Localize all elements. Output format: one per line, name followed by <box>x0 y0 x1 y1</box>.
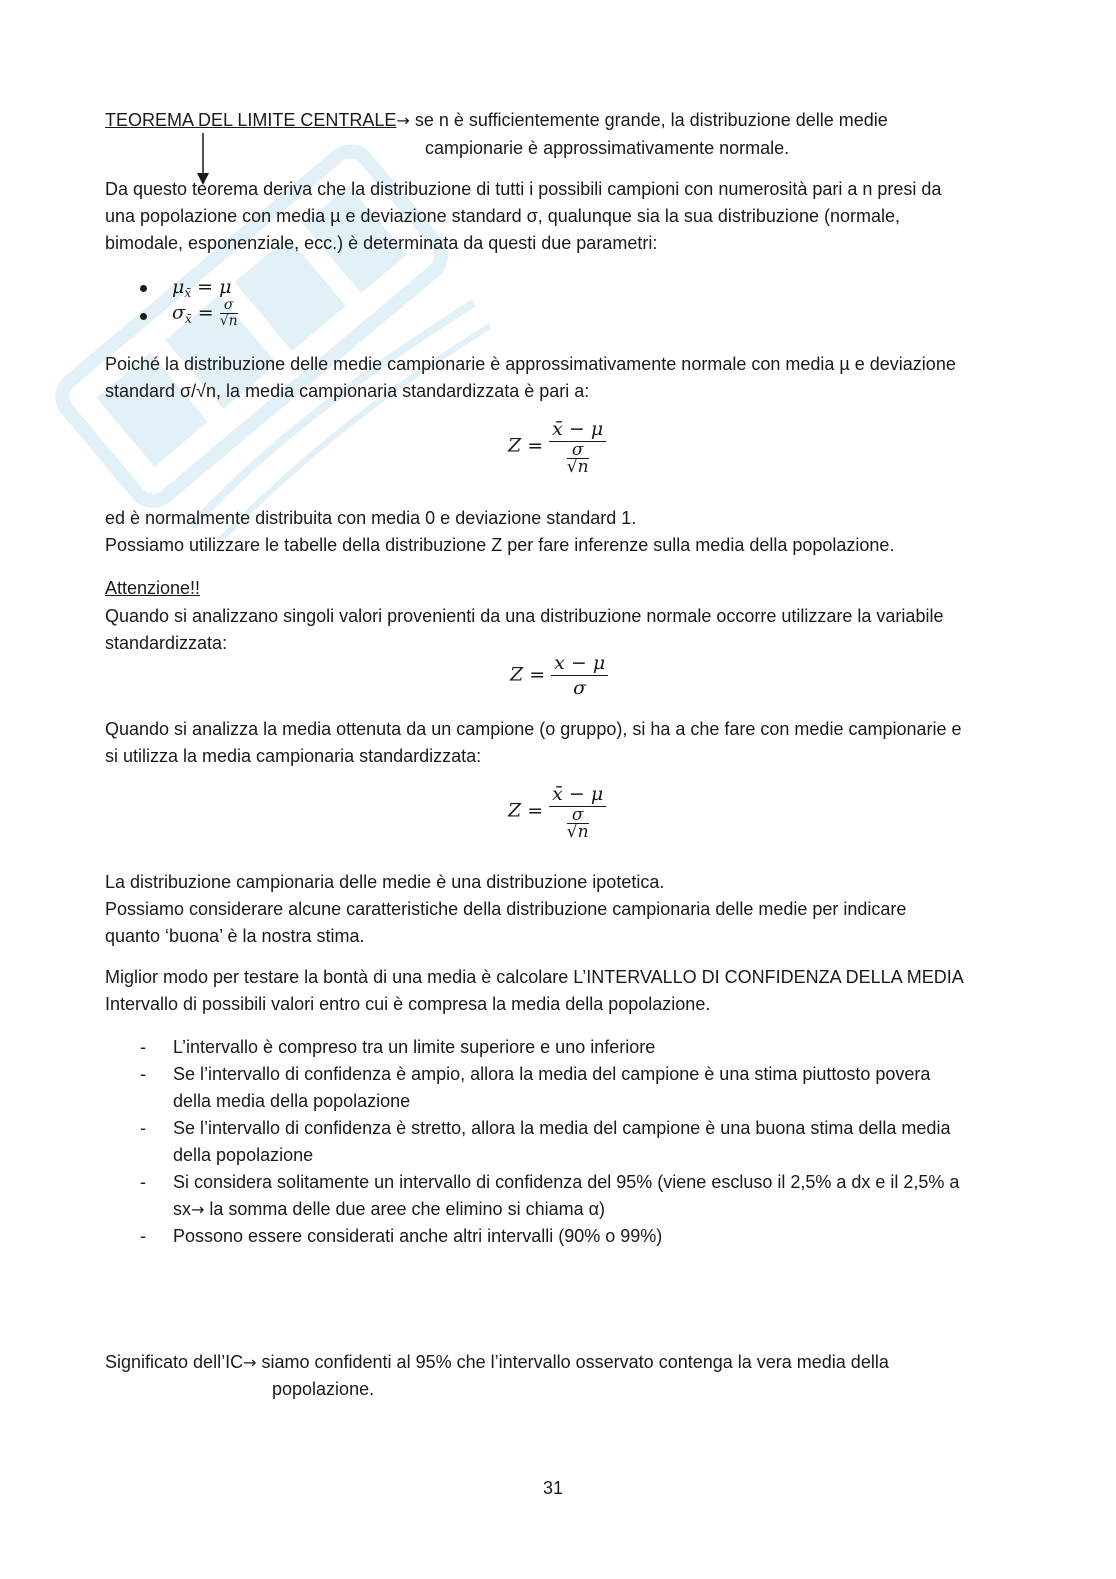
bullet-2 <box>140 313 147 320</box>
ic-meaning-text-2: popolazione. <box>272 1379 375 1399</box>
theorem-text-1: se n è sufficientemente grande, la distribuzione delle medie <box>414 110 888 130</box>
para6-line-2: Intervallo di possibili valori entro cui è compresa la media della popolazione. <box>105 994 711 1014</box>
ic-meaning-line-1 <box>105 1349 889 1376</box>
list-dash-5: - <box>140 1226 146 1246</box>
para1-line-3: bimodale, esponenziale, ecc.) è determinata da questi due parametri: <box>105 233 658 253</box>
list-dash-2: - <box>140 1064 146 1084</box>
page-number: 31 <box>543 1478 564 1498</box>
formula-z-sample-mean: Z = $\frac{x̄ - \mu}{\frac{\sigma}{√n}}$ <box>508 418 606 475</box>
ic-meaning-text-1: siamo confidenti al 95% che l’intervallo osservato contenga la vera media della <box>256 1352 889 1372</box>
list-item-4b: sx→ la somma delle due aree che elimino si chiama α) <box>173 1199 605 1219</box>
list-item-5: Possono essere considerati anche altri intervalli (90% o 99%) <box>173 1226 663 1246</box>
para4-line-2: si utilizza la media campionaria standardizzata: <box>105 746 482 766</box>
para2-line-2: standard σ/√n, la media campionaria standardizzata è pari a: <box>105 381 590 401</box>
para5-line-3: quanto ‘buona’ è la nostra stima. <box>105 926 365 946</box>
right-arrow-icon: → <box>243 1353 257 1372</box>
theorem-text-2: campionarie è approssimativamente normale. <box>425 138 790 158</box>
theorem-heading <box>105 107 888 134</box>
para5-line-2: Possiamo considerare alcune caratteristiche della distribuzione campionaria delle medie per indicare <box>105 899 907 919</box>
attention-line-2: standardizzata: <box>105 633 228 653</box>
formula-standard-error: $\sigma_{x̄}$ = $\frac{\sigma}{√n}$ <box>172 297 238 329</box>
list-item-1: L’intervallo è compreso tra un limite superiore e uno inferiore <box>173 1037 656 1057</box>
para3-line-2: Possiamo utilizzare le tabelle della distribuzione Z per fare inferenze sulla media della popolazione. <box>105 535 895 555</box>
para4-line-1: Quando si analizza la media ottenuta da un campione (o gruppo), si ha a che fare con medie campionarie e <box>105 719 962 739</box>
bullet-1 <box>140 285 147 292</box>
formula-mean-of-means: $\mu_{x̄} = \mu$ <box>172 276 232 300</box>
ic-meaning-label: Significato dell’IC <box>105 1352 244 1372</box>
para3-line-1: ed è normalmente distribuita con media 0 e deviazione standard 1. <box>105 508 637 528</box>
list-item-2a: Se l’intervallo di confidenza è ampio, allora la media del campione è una stima piuttosto povera <box>173 1064 931 1084</box>
right-arrow-icon: → <box>191 1200 205 1219</box>
list-item-4a: Si considera solitamente un intervallo di confidenza del 95% (viene escluso il 2,5% a dx e il 2,5% a <box>173 1172 960 1192</box>
list-dash-4: - <box>140 1172 146 1192</box>
formula-z-sample-mean-2: Z = $\frac{x̄ - \mu}{\frac{\sigma}{√n}}$ <box>508 783 606 840</box>
para6-line-1: Miglior modo per testare la bontà di una media è calcolare L’INTERVALLO DI CONFIDENZA DELLA MEDIA <box>105 967 964 987</box>
para1-line-1: Da questo teorema deriva che la distribuzione di tutti i possibili campioni con numerosità pari a n presi da <box>105 179 942 199</box>
list-dash-3: - <box>140 1118 146 1138</box>
list-dash-1: - <box>140 1037 146 1057</box>
theorem-title: TEOREMA DEL LIMITE CENTRALE <box>105 110 397 130</box>
attention-title: Attenzione!! <box>105 578 201 598</box>
attention-line-1: Quando si analizzano singoli valori provenienti da una distribuzione normale occorre utilizzare la variabile <box>105 606 944 626</box>
formula-z-single-value: Z = $\frac{x - \mu}{\sigma}$ <box>510 652 608 699</box>
right-arrow-icon: → <box>396 111 410 130</box>
list-item-3b: della popolazione <box>173 1145 314 1165</box>
list-item-3a: Se l’intervallo di confidenza è stretto, allora la media del campione è una buona stima della media <box>173 1118 951 1138</box>
para2-line-1: Poiché la distribuzione delle medie campionarie è approssimativamente normale con media µ e deviazione <box>105 354 956 374</box>
para1-line-2: una popolazione con media µ e deviazione standard σ, qualunque sia la sua distribuzione (normale, <box>105 206 900 226</box>
list-item-2b: della media della popolazione <box>173 1091 411 1111</box>
para5-line-1: La distribuzione campionaria delle medie è una distribuzione ipotetica. <box>105 872 665 892</box>
